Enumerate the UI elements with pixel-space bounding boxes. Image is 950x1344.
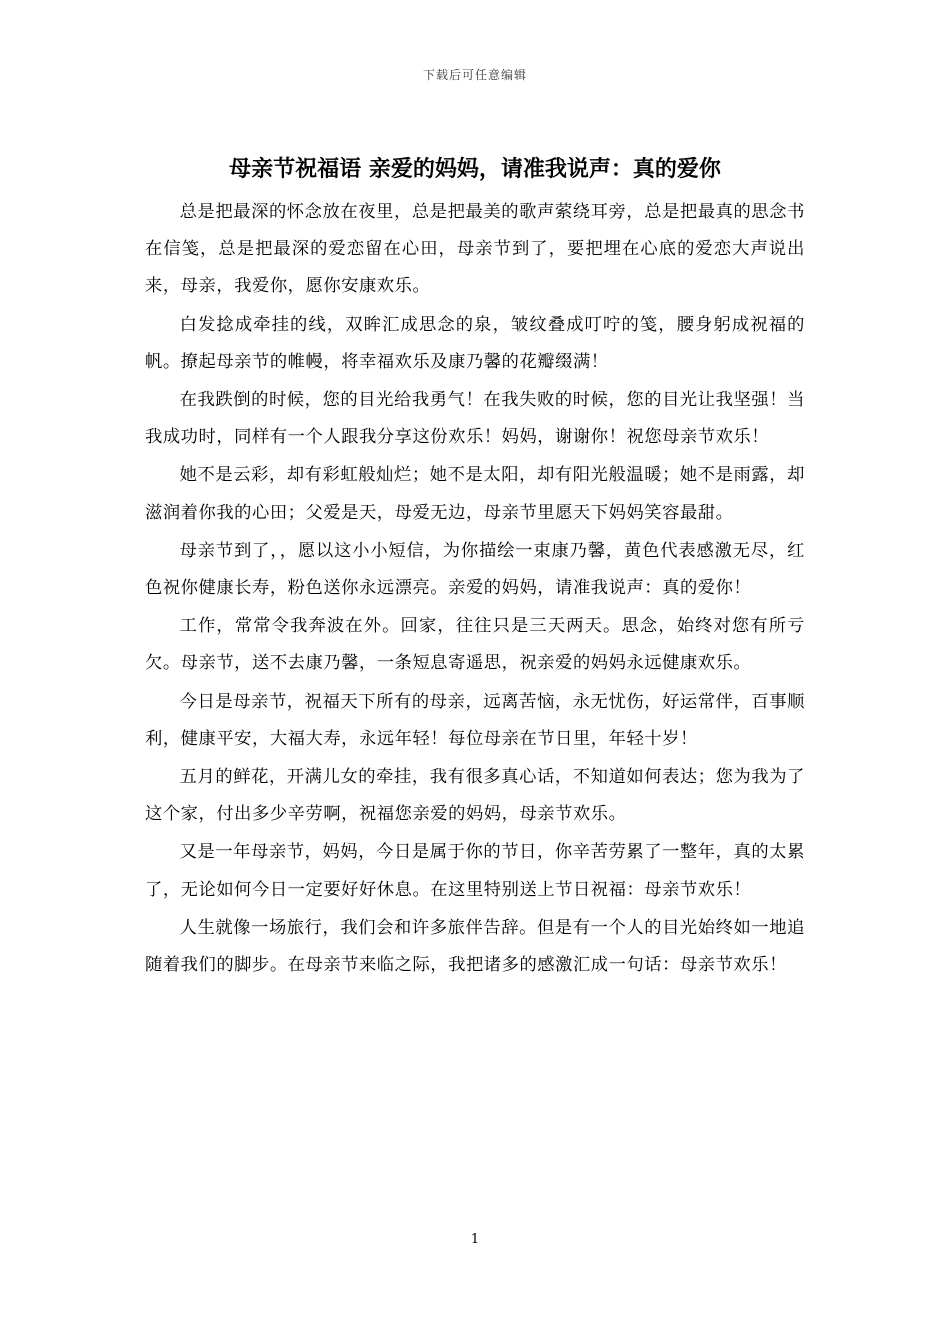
paragraph: 五月的鲜花，开满儿女的牵挂，我有很多真心话，不知道如何表达；您为我为了这个家，付出多少辛劳啊，祝福您亲爱的妈妈，母亲节欢乐。 — [145, 767, 805, 825]
document-body — [145, 194, 805, 985]
paragraph: 她不是云彩，却有彩虹般灿烂；她不是太阳，却有阳光般温暖；她不是雨露，却滋润着你我的心田；父爱是天，母爱无边，母亲节里愿天下妈妈笑容最甜。 — [145, 465, 805, 523]
paragraph: 工作，常常令我奔波在外。回家，往往只是三天两天。思念，始终对您有所亏欠。母亲节，送不去康乃馨，一条短息寄遥思，祝亲爱的妈妈永远健康欢乐。 — [145, 616, 805, 674]
paragraph: 母亲节到了，，愿以这小小短信，为你描绘一束康乃馨，黄色代表感激无尽，红色祝你健康长寿，粉色送你永远漂亮。亲爱的妈妈，请准我说声：真的爱你！ — [145, 540, 805, 599]
document-title: 母亲节祝福语 亲爱的妈妈，请准我说声：真的爱你 — [229, 157, 721, 182]
paragraph: 总是把最深的怀念放在夜里，总是把最美的歌声萦绕耳旁，总是把最真的思念书在信笺，总是把最深的爱恋留在心田，母亲节到了，要把埋在心底的爱恋大声说出来，母亲，我爱你，愿你安康欢乐。 — [145, 202, 805, 297]
paragraph: 今日是母亲节，祝福天下所有的母亲，远离苦恼，永无忧伤，好运常伴，百事顺利，健康平安，大福大寿，永远年轻！每位母亲在节日里，年轻十岁！ — [145, 691, 805, 749]
page-number: 1 — [470, 1232, 480, 1247]
paragraph: 白发捻成牵挂的线，双眸汇成思念的泉，皱纹叠成叮咛的笺，腰身躬成祝福的帆。撩起母亲节的帷幔，将幸福欢乐及康乃馨的花瓣缀满！ — [145, 314, 805, 372]
header-note: 下载后可任意编辑 — [422, 68, 527, 82]
paragraph: 又是一年母亲节，妈妈，今日是属于你的节日，你辛苦劳累了一整年，真的太累了，无论如何今日一定要好好休息。在这里特别送上节日祝福：母亲节欢乐！ — [145, 842, 805, 900]
paragraph: 在我跌倒的时候，您的目光给我勇气！在我失败的时候，您的目光让我坚强！当我成功时，同样有一个人跟我分享这份欢乐！妈妈，谢谢你！祝您母亲节欢乐！ — [145, 390, 805, 448]
paragraph: 人生就像一场旅行，我们会和许多旅伴告辞。但是有一个人的目光始终如一地追随着我们的脚步。在母亲节来临之际，我把诸多的感激汇成一句话：母亲节欢乐！ — [145, 917, 805, 976]
